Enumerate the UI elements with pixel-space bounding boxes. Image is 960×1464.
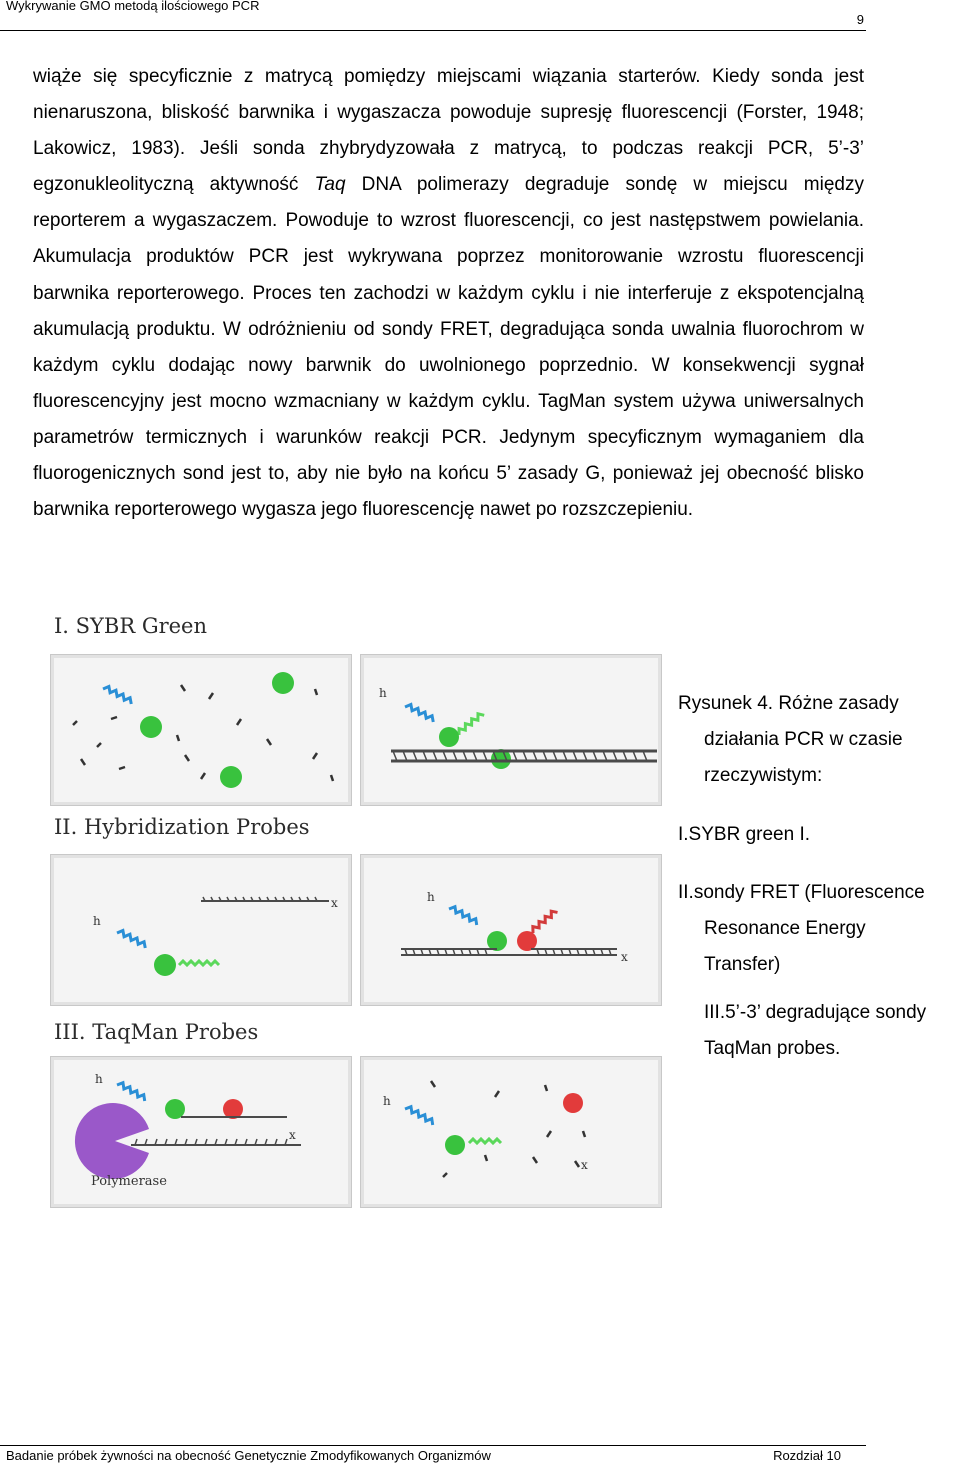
page-number: 9 xyxy=(856,12,864,27)
taqman-cleaved-illustration xyxy=(361,1057,661,1207)
paragraph-text-part2: DNA polimerazy degraduje sondę w miejscu między reporterem a wygaszaczem. Powoduje to wzrost fluorescencji, co jest następstwem powielania. Akumulacja produktów PCR jest wykrywana poprzez monitorowanie wzrostu fluorescencji barwnika reporterowego. Proces ten zachodzi w każdym cyklu i nie interferuje z ekspotencjalną akumulacją produktu. W odróżnieniu od sondy FRET, degradująca sonda uwalnia fluorochrom w każdym cyklu dodając nowy barwnik do uwolnionego poprzednio. W konsekwencji sygnał fluorescencyjny jest mocno wzmacniany w każdym cyklu. TagMan system używa uniwersalnych parametrów termicznych i warunków reakcji PCR. Jedynym specyficznym wymaganiem dla fluorogenicznych sond jest to, aby nie było na końcu 5’ zasady G, ponieważ jej obecność blisko barwnika reporterowego wygasza jego fluorescencję nawet po rozszczepieniu. xyxy=(33,174,864,521)
svg-text:x: x xyxy=(581,1158,588,1172)
running-header-title: Wykrywanie GMO metodą ilościowego PCR xyxy=(6,0,260,13)
hybridization-bound-illustration xyxy=(361,855,661,1005)
footer-rule xyxy=(0,1445,866,1446)
panel-taqman-cleaved xyxy=(360,1056,662,1208)
header-rule xyxy=(0,30,866,31)
svg-text:x: x xyxy=(289,1128,296,1142)
polymerase-label: Polymerase xyxy=(91,1174,167,1189)
panel-sybr-free-dye xyxy=(50,654,352,806)
footer-chapter: Rozdział 10 xyxy=(773,1448,841,1463)
figure-caption xyxy=(678,686,960,1067)
panel-taqman-polymerase xyxy=(50,1056,352,1208)
svg-text:h: h xyxy=(427,890,435,904)
section-title-sybr-green: I. SYBR Green xyxy=(54,614,208,638)
footer-title: Badanie próbek żywności na obecność Genetycznie Zmodyfikowanych Organizmów xyxy=(6,1448,491,1463)
svg-text:h: h xyxy=(93,914,101,928)
caption-item-3-line-1: III.5’-3’ degradujące sondy xyxy=(704,1002,927,1023)
section-title-hybridization-probes: II. Hybridization Probes xyxy=(54,815,310,839)
hybridization-free-illustration xyxy=(51,855,351,1005)
caption-line-1: Rysunek 4. Różne zasady xyxy=(678,693,899,714)
svg-text:x: x xyxy=(331,896,338,910)
caption-line-2: działania PCR w czasie xyxy=(704,729,903,750)
svg-text:x: x xyxy=(621,950,628,964)
panel-hybridization-free xyxy=(50,854,352,1006)
taqman-polymerase-illustration xyxy=(51,1057,351,1207)
caption-item-2-line-2: Resonance Energy xyxy=(704,918,866,939)
caption-line-3: rzeczywistym: xyxy=(704,765,823,786)
paragraph-text-part1: wiąże się specyficznie z matrycą pomiędzy miejscami wiązania starterów. Kiedy sonda jest nienaruszona, bliskość barwnika i wygaszacza powoduje supresję fluorescencji (Forster, 1948; Lakowicz, 1983). Jeśli sonda zhybrydyzowała z matrycą, to podczas reakcji PCR, 5’-3’ egzonukleolityczną aktywność xyxy=(33,66,864,196)
panel-sybr-bound-dye xyxy=(360,654,662,806)
svg-text:h: h xyxy=(383,1094,391,1108)
caption-item-1: I.SYBR green I. xyxy=(678,824,811,845)
panel-hybridization-bound xyxy=(360,854,662,1006)
svg-text:h: h xyxy=(95,1072,103,1086)
caption-item-3-line-2: TaqMan probes. xyxy=(704,1038,841,1059)
body-paragraph xyxy=(33,59,864,528)
caption-item-2-line-1: II.sondy FRET (Fluorescence xyxy=(678,882,925,903)
paragraph-italic-taq: Taq xyxy=(314,174,346,196)
svg-text:h: h xyxy=(379,686,387,700)
sybr-bound-dye-illustration xyxy=(361,655,661,805)
caption-item-2-line-3: Transfer) xyxy=(704,954,781,975)
section-title-taqman-probes: III. TaqMan Probes xyxy=(54,1020,259,1044)
sybr-free-dye-illustration xyxy=(51,655,351,805)
